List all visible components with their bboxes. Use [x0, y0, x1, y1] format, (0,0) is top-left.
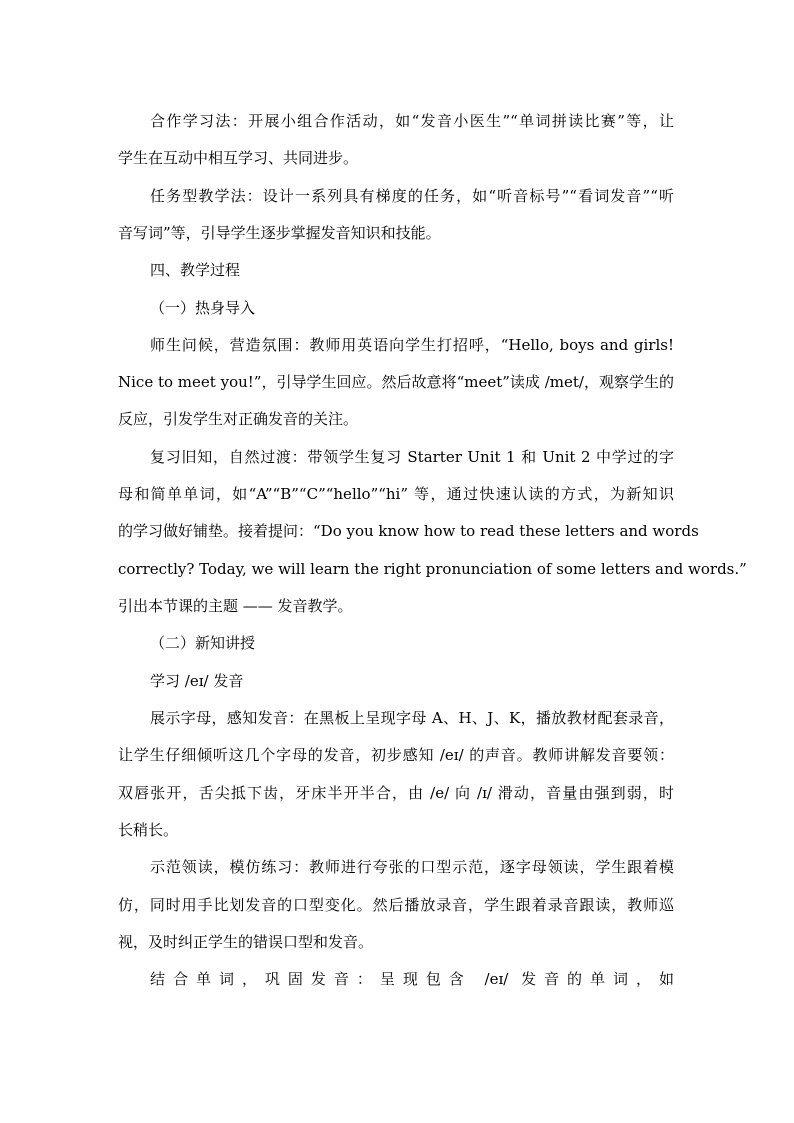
- paragraph-line: 引出本节课的主题 —— 发音教学。: [118, 597, 353, 615]
- paragraph-line: 学生在互动中相互学习、共同进步。: [118, 149, 359, 167]
- paragraph-line: 合作学习法：开展小组合作活动，如“发音小医生”“单词拼读比赛”等，让: [150, 112, 674, 130]
- paragraph-line: 仿，同时用手比划发音的口型变化。然后播放录音，学生跟着录音跟读，教师巡: [118, 896, 674, 914]
- paragraph-line: 师生问候，营造氛围：教师用英语向学生打招呼，“Hello, boys and girls!: [150, 336, 674, 354]
- paragraph-line: 音写词”等，引导学生逐步掌握发音知识和技能。: [118, 224, 441, 242]
- paragraph-line: 的学习做好铺垫。接着提问：“Do you know how to read these letters and words: [118, 522, 699, 540]
- paragraph-line: 让学生仔细倾听这几个字母的发音，初步感知 /eɪ/ 的声音。教师讲解发音要领：: [118, 746, 674, 764]
- paragraph-line: 双唇张开，舌尖抵下齿，牙床半开半合，由 /e/ 向 /ɪ/ 滑动，音量由强到弱，时: [118, 784, 674, 802]
- paragraph-line: Nice to meet you!”，引导学生回应。然后故意将“meet”读成 /met/，观察学生的: [118, 373, 674, 391]
- paragraph-line: 视，及时纠正学生的错误口型和发音。: [118, 933, 374, 951]
- paragraph-line: 示范领读，模仿练习：教师进行夸张的口型示范，逐字母领读，学生跟着模: [150, 858, 674, 876]
- paragraph-line: 复习旧知，自然过渡：带领学生复习 Starter Unit 1 和 Unit 2 中学过的字: [150, 448, 674, 466]
- paragraph-line: 任务型教学法：设计一系列具有梯度的任务，如“听音标号”“看词发音”“听: [150, 187, 674, 205]
- section-heading: 四、教学过程: [150, 261, 241, 279]
- topic-heading: 学习 /eɪ/ 发音: [150, 672, 244, 690]
- paragraph-line: 展示字母，感知发音：在黑板上呈现字母 A、H、J、K，播放教材配套录音，: [150, 709, 674, 727]
- subsection-heading: （二）新知讲授: [150, 634, 256, 652]
- paragraph-line: 母和简单单词，如“A”“B”“C”“hello”“hi” 等，通过快速认读的方式，为新知识: [118, 485, 674, 503]
- paragraph-line: 反应，引发学生对正确发音的关注。: [118, 410, 359, 428]
- subsection-heading: （一）热身导入: [150, 299, 256, 317]
- paragraph-line: correctly? Today, we will learn the right pronunciation of some letters and words.”: [118, 560, 747, 578]
- paragraph-line: 长稍长。: [118, 821, 179, 839]
- paragraph-line: 结合单词，巩固发音：呈现包含 /eɪ/ 发音的单词，如: [150, 970, 674, 988]
